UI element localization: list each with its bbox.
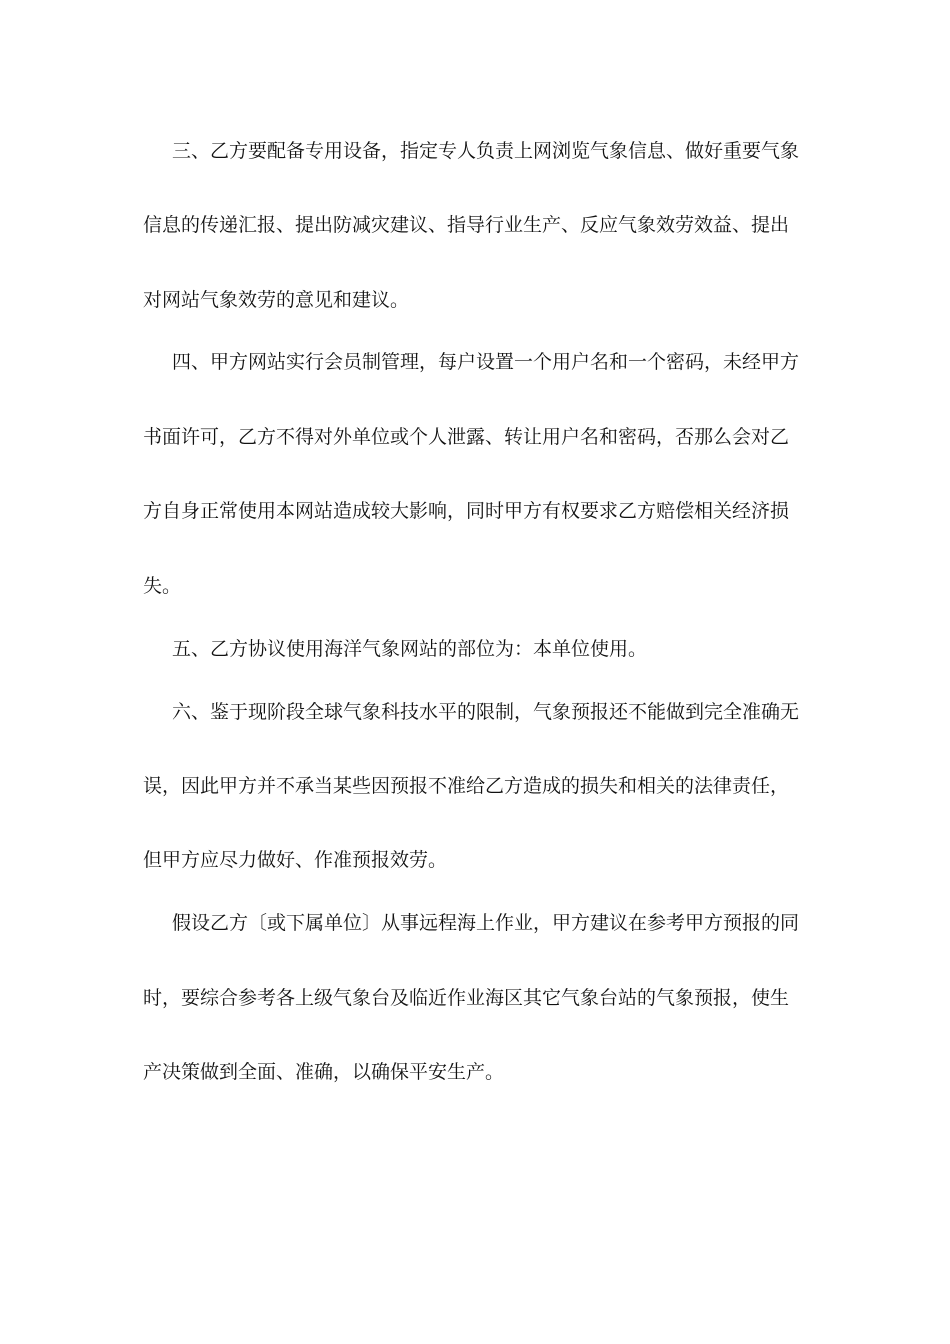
paragraph-4-line-4: 失。 [143, 575, 182, 597]
paragraph-6-line-1: 六、鉴于现阶段全球气象科技水平的限制，气象预报还不能做到完全准确无 [172, 701, 800, 723]
paragraph-7-line-1: 假设乙方〔或下属单位〕从事远程海上作业，甲方建议在参考甲方预报的同 [172, 912, 800, 934]
paragraph-4-line-3: 方自身正常使用本网站造成较大影响，同时甲方有权要求乙方赔偿相关经济损 [143, 500, 790, 522]
paragraph-4-line-1: 四、甲方网站实行会员制管理，每户设置一个用户名和一个密码，未经甲方 [172, 351, 800, 373]
paragraph-4-line-2: 书面许可，乙方不得对外单位或个人泄露、转让用户名和密码，否那么会对乙 [143, 426, 790, 448]
paragraph-6-line-3: 但甲方应尽力做好、作准预报效劳。 [143, 849, 448, 871]
paragraph-3-line-2: 信息的传递汇报、提出防减灾建议、指导行业生产、反应气象效劳效益、提出 [143, 214, 790, 236]
paragraph-5-line-1: 五、乙方协议使用海洋气象网站的部位为：本单位使用。 [172, 638, 648, 660]
paragraph-7-line-3: 产决策做到全面、准确，以确保平安生产。 [143, 1061, 505, 1083]
paragraph-3-line-1: 三、乙方要配备专用设备，指定专人负责上网浏览气象信息、做好重要气象 [172, 140, 800, 162]
paragraph-7-line-2: 时，要综合参考各上级气象台及临近作业海区其它气象台站的气象预报，使生 [143, 987, 790, 1009]
paragraph-3-line-3: 对网站气象效劳的意见和建议。 [143, 289, 410, 311]
paragraph-6-line-2: 误，因此甲方并不承当某些因预报不准给乙方造成的损失和相关的法律责任， [143, 775, 790, 797]
